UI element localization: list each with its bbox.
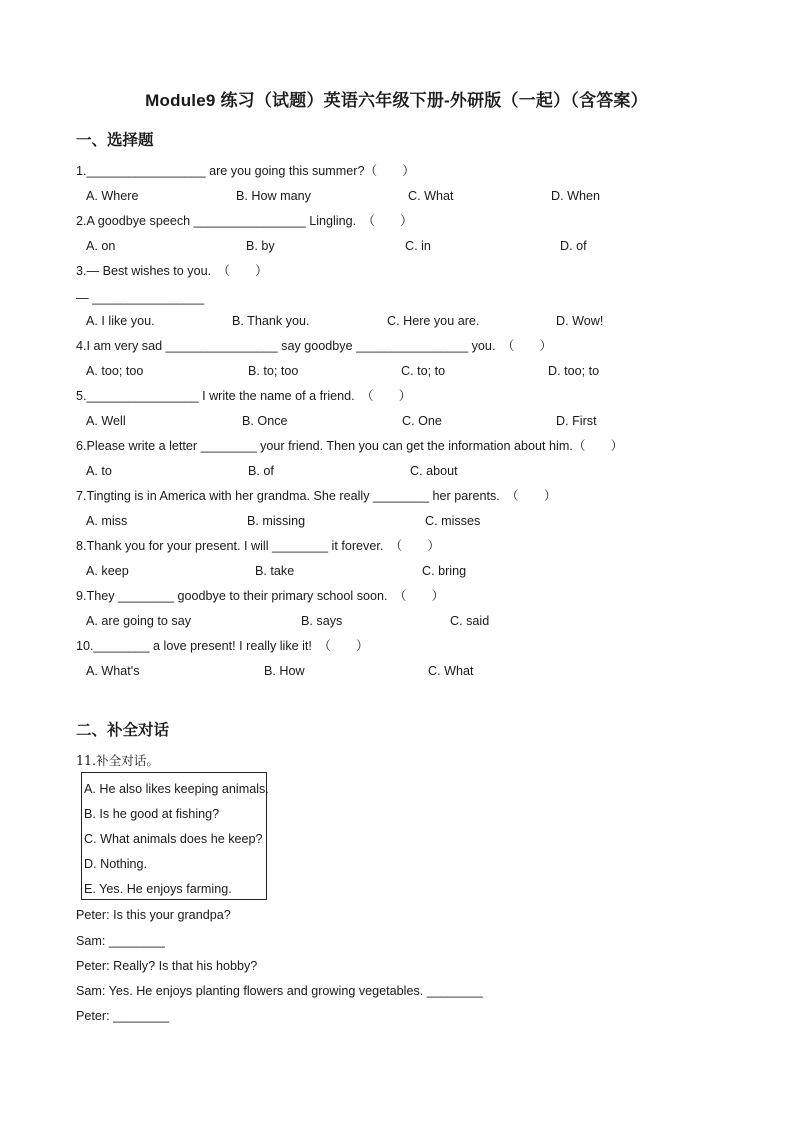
question-stem: 5.________________ I write the name of a friend. （ ） xyxy=(76,389,412,403)
question-stem: 9.They ________ goodbye to their primary school soon. （ ） xyxy=(76,589,445,603)
question-option: C. about xyxy=(410,464,458,478)
question-option: B. Once xyxy=(242,414,288,428)
question-option: A. Well xyxy=(86,414,126,428)
question-option: C. Here you are. xyxy=(387,314,480,328)
dialogue-line: Peter: ________ xyxy=(76,1009,170,1023)
question-option: C. bring xyxy=(422,564,467,578)
dialogue-line: Sam: Yes. He enjoys planting flowers and growing vegetables. ________ xyxy=(76,984,483,998)
question-option: C. One xyxy=(402,414,442,428)
choice-item: B. Is he good at fishing? xyxy=(84,807,220,821)
question-option: A. I like you. xyxy=(86,314,155,328)
question-option: C. What xyxy=(428,664,474,678)
question-stem: 3.— Best wishes to you. （ ） xyxy=(76,264,268,278)
question-stem: 7.Tingting is in America with her grandma. She really ________ her parents. （ ） xyxy=(76,489,557,503)
question-option: A. to xyxy=(86,464,112,478)
question-option: B. of xyxy=(248,464,274,478)
question-option: C. said xyxy=(450,614,490,628)
question-option: A. miss xyxy=(86,514,128,528)
question-stem: 11.补全对话。 xyxy=(76,753,159,768)
question-response-blank: — ________________ xyxy=(76,291,205,305)
choice-item: A. He also likes keeping animals. xyxy=(84,782,269,796)
question-option: C. to; to xyxy=(401,364,446,378)
question-option: A. are going to say xyxy=(86,614,192,628)
question-option: A. on xyxy=(86,239,116,253)
page-title: Module9 练习（试题）英语六年级下册-外研版（一起）（含答案） xyxy=(145,91,648,110)
choice-item: C. What animals does he keep? xyxy=(84,832,263,846)
question-option: A. keep xyxy=(86,564,129,578)
choice-item: D. Nothing. xyxy=(84,857,147,871)
question-option: C. What xyxy=(408,189,454,203)
question-option: B. How many xyxy=(236,189,311,203)
question-stem: 8.Thank you for your present. I will ________ it forever. （ ） xyxy=(76,539,440,553)
question-option: B. to; too xyxy=(248,364,299,378)
question-stem: 2.A goodbye speech ________________ Lingling. （ ） xyxy=(76,214,413,228)
question-option: C. misses xyxy=(425,514,481,528)
question-option: B. Thank you. xyxy=(232,314,310,328)
question-option: B. by xyxy=(246,239,275,253)
question-option: A. Where xyxy=(86,189,139,203)
dialogue-line: Sam: ________ xyxy=(76,934,165,948)
question-option: C. in xyxy=(405,239,431,253)
question-stem: 10.________ a love present! I really like it! （ ） xyxy=(76,639,369,653)
section-heading-choice: 一、选择题 xyxy=(76,132,154,149)
question-option: B. missing xyxy=(247,514,306,528)
question-stem: 6.Please write a letter ________ your friend. Then you can get the information about him.（ ） xyxy=(76,439,624,453)
question-option: D. When xyxy=(551,189,600,203)
question-option: D. too; to xyxy=(548,364,600,378)
question-option: B. says xyxy=(301,614,343,628)
section-heading-dialogue: 二、补全对话 xyxy=(76,722,170,739)
question-option: B. take xyxy=(255,564,295,578)
dialogue-line: Peter: Is this your grandpa? xyxy=(76,908,231,922)
question-option: D. of xyxy=(560,239,587,253)
dialogue-line: Peter: Really? Is that his hobby? xyxy=(76,959,258,973)
question-option: B. How xyxy=(264,664,305,678)
question-stem: 4.I am very sad ________________ say goodbye ________________ you. （ ） xyxy=(76,339,553,353)
question-option: D. Wow! xyxy=(556,314,604,328)
choice-item: E. Yes. He enjoys farming. xyxy=(84,882,232,896)
question-option: A. too; too xyxy=(86,364,144,378)
question-option: D. First xyxy=(556,414,597,428)
question-stem: 1._________________ are you going this summer?（ ） xyxy=(76,164,415,178)
question-option: A. What's xyxy=(86,664,140,678)
